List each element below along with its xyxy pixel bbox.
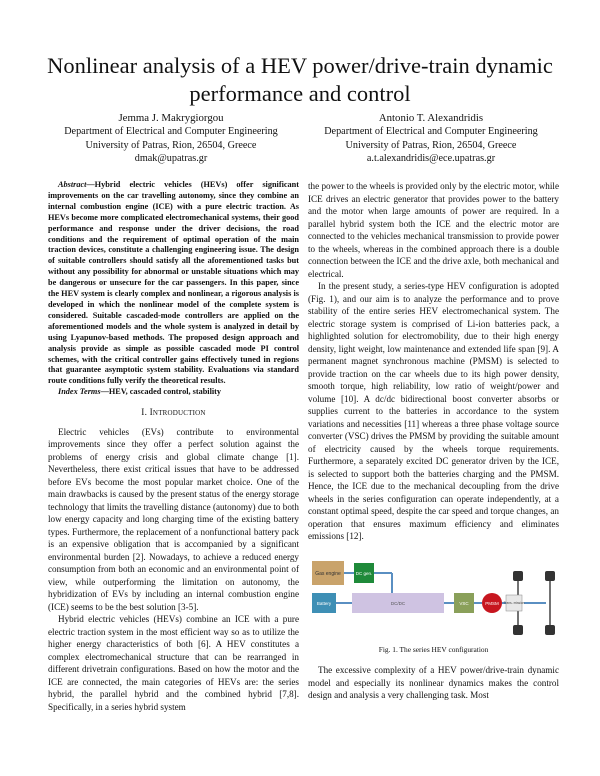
paper-title: Nonlinear analysis of a HEV power/drive-train dynamic performance and control <box>47 53 553 106</box>
left-column <box>48 180 299 713</box>
index-terms-lead: Index Terms <box>58 387 101 397</box>
section-heading <box>48 407 299 420</box>
dc-dc-converter-label: DC/DC <box>390 600 406 606</box>
author-block-2 <box>300 112 562 166</box>
author-department: Department of Electrical and Computer Engineering <box>324 126 538 138</box>
author-department: Department of Electrical and Computer Engineering <box>64 126 278 138</box>
author-affiliation: University of Patras, Rion, 26504, Greece <box>85 139 257 151</box>
wheel-icon <box>513 571 523 581</box>
abstract <box>48 180 299 387</box>
author-email: dmak@upatras.gr <box>134 153 208 165</box>
body-paragraph-2: In the present study, a series-type HEV configuration is adopted (Fig. 1), and our aim is to analyze the performance and to prove stability of the entire series HEV electromechanical system. The electric storage system is comprised of Li-ion batteries pack, a highlighted solution for electromobility, due to their high energy density, light weight, low maintenance and extended life span [9]. A permanent magnet synchronous machine (PMSM) is selected to provide traction on the car wheels due to its high power density, smooth torque, high reliability, low ratio of weight/power and volume [10]. A dc/dc bidirectional boost converter absorbs or supplies current to the batteries in accordance to the system variations and necessities [11] whereas a three phase voltage source converter (VSC) drives the PMSM by providing the suitable amount of electricity caused by the wheels torque requirements. Furthermore, a separately excited DC generator driven by the ICE, is selected to support both the batteries charging and the PMSM. Hence, the ICE due to the mechanical decoupling from the drive wheels in the series configuration can operate independently, at a constant optimal speed, despite the car speed and torque changes, an operation that ensures maximum efficiency and eliminates emissions [12]. <box>308 281 559 541</box>
wheel-icon <box>545 571 555 581</box>
figure-caption: Fig. 1. The series HEV configuration <box>378 644 489 654</box>
right-column <box>308 180 559 702</box>
pmsm-label: PMSM <box>485 600 499 606</box>
transmission-label: Trans- mission <box>503 600 525 605</box>
abstract-lead: Abstract <box>58 180 87 189</box>
intro-paragraph-2: Hybrid electric vehicles (HEVs) combine an ICE with a pure electric traction system in the most efficient way so as to utilize the higher energy characteristics of both [6]. A HEV constitutes a complex electromechanical structure that can be rearranged in different drivetrain configurations. Based on how the motor and the ICE are connected, the main categories of HEVs are: the series hybrid, the parallel hybrid and the combined hybrid [7,8]. Specifically, in a series hybrid system <box>48 614 299 712</box>
wheel-icon <box>513 625 523 635</box>
author-name: Antonio T. Alexandridis <box>378 112 484 124</box>
author-block-1 <box>40 112 302 166</box>
section-title: Introduction <box>149 408 206 419</box>
author-email: a.t.alexandridis@ece.upatras.gr <box>366 153 496 165</box>
body-paragraph-3: The excessive complexity of a HEV power/drive-train dynamic model and especially its nonlinear dynamics makes the control design and analysis a very challenging task. Most <box>308 665 559 700</box>
hev-configuration-diagram <box>308 553 559 639</box>
author-affiliation: University of Patras, Rion, 26504, Greece <box>345 139 517 151</box>
index-terms-body: —HEV, cascaded control, stability <box>100 387 222 397</box>
section-number: I. <box>141 408 148 419</box>
figure-1 <box>308 553 559 657</box>
author-name: Jemma J. Makrygiorgou <box>118 112 224 124</box>
wheel-icon <box>545 625 555 635</box>
dc-generator-label: DC gen. <box>355 570 373 576</box>
abstract-body: —Hybrid electric vehicles (HEVs) offer significant improvements on the car travelling autonomy, since they combine an internal combustion engine (ICE) with a pure electric traction. As HEVs become more complicated electromechanical systems, their good performance and response under the driver decisions, the road conditions and the requirement of optimal operation of the main traction devices, constitute a challenging engineering issue. The design of suitable controllers should satisfy all the aforementioned tasks but without any possibility for abnormal or unstable situations which may be dangerous or unsecure for the car passengers. In this paper, since the HEV system is clearly complex and nonlinear, a rigorous analysis is developed in which the nonlinear model of the complete system is considered. Suitable cascaded-mode controllers are applied on the aforementioned models and the whole system is analyzed in detail by using Lyapunov-based methods. The proposed design approach and analysis provide as simple as possible cascaded mode PI control schemes, with the critical controller gains effectively tuned in regions that guarantee asymptotic system stability. Evaluations via standard route conditions fully verify the theoretical results. <box>48 180 299 386</box>
index-terms <box>48 387 299 398</box>
vsc-label: VSC <box>459 600 469 606</box>
hev-diagram-svg <box>308 553 559 639</box>
battery-label: Battery <box>316 600 332 606</box>
body-paragraph-1: the power to the wheels is provided only by the electric motor, while ICE drives an electric generator that provides power to the battery and the motor when large amounts of power are required. In a parallel hybrid system both the ICE and the electric motor are connected to the vehicles mechanical transmission to provide power to the wheels, whereas in the combined approach there is a double connection between the ICE and the drive axle, both mechanical and electrical. <box>308 181 559 279</box>
gas-engine-label: Gas engine <box>315 570 341 577</box>
intro-paragraph-1: Electric vehicles (EVs) contribute to environmental improvements since they offer a perfect solution against the problems of energy crisis and global climate change [1]. Nevertheless, there exist critical issues that have to be addressed before EVs become the most popular market choice. One of the main drawbacks is caused by the present status of the energy storage technology that limits the travelling distance (autonomy) due to both low energy capacity and long charging time of the existing battery types. Furthermore, the replacement of a nonfunctional battery pack is an expensive obligation that is accompanied by a significant environmental burden [2]. Nowadays, to achieve a reduced energy consumption from both an economic and an environmental point of view, while outperforming the limitation on autonomy, the hybridization of EVs by including an internal combustion engine (ICE) seems to be the best solution [3-5]. <box>48 426 299 612</box>
